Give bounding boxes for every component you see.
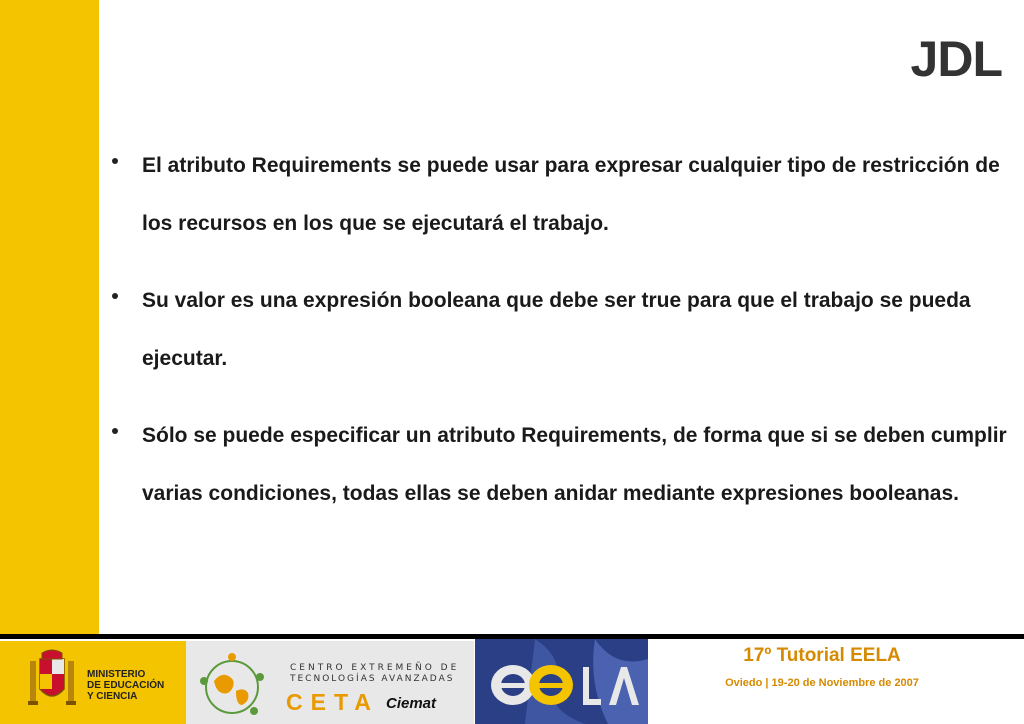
ministry-line: DE EDUCACIÓN [87,680,165,691]
ministry-line: MINISTERIO [87,669,146,680]
event-title: 17º Tutorial EELA [743,645,901,666]
bullet-text: Su valor es una expresión booleana que debe ser true para que el trabajo se pueda ejecutar. [142,289,971,370]
bullet-dot-icon [112,293,118,299]
ministry-logo [0,641,186,724]
ceta-subtitle-2: TECNOLOGÍAS AVANZADAS [290,674,455,684]
ciemat-logo: Ciemat [386,695,437,712]
eela-map-icon [475,639,648,724]
slide-content [112,148,1007,553]
bullet-dot-icon [112,158,118,164]
bullet-text: Sólo se puede especificar un atributo Requirements, de forma que si se deben cumplir varias condiciones, todas ellas se deben anidar mediante expresiones booleanas. [142,424,1007,505]
coat-of-arms-icon [26,649,78,713]
slide-title: JDL [910,31,1002,87]
bullet-item [112,272,1007,388]
ministry-name [87,669,164,702]
bullet-item [112,407,1007,523]
ceta-name: CETA [286,689,379,715]
ministry-line: Y CIENCIA [87,691,138,702]
event-subtitle: Oviedo | 19-20 de Noviembre de 2007 [725,677,919,689]
event-info [650,641,1024,724]
footer-bar [0,639,1024,724]
bullet-dot-icon [112,428,118,434]
yellow-sidebar [0,0,99,634]
ceta-logo [186,641,474,724]
globe-icon [192,651,272,719]
bullet-item [112,137,1007,253]
eela-logo [475,639,648,724]
ceta-subtitle-1: CENTRO EXTREMEÑO DE [290,663,460,673]
bullet-text: El atributo Requirements se puede usar para expresar cualquier tipo de restricción de los recursos en los que se ejecutará el trabajo. [142,154,1000,235]
